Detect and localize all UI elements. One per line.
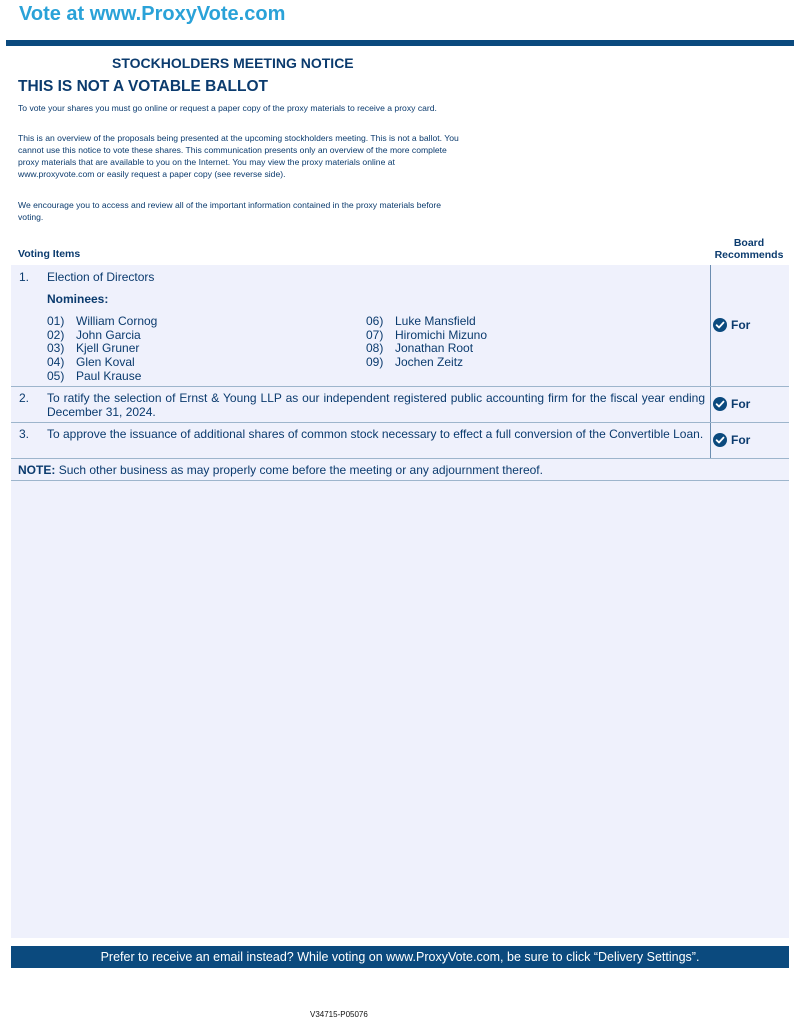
nominee-number: 05) [47,369,65,383]
nominee-name: Jochen Zeitz [395,355,464,369]
vote-url-header[interactable]: Vote at www.ProxyVote.com [19,3,286,25]
nominee-number: 02) [47,328,65,342]
item-text: Election of Directors [47,270,155,284]
intro-paragraph-1: To vote your shares you must go online or request a paper copy of the proxy materials to receive a proxy card. [18,103,437,113]
nominee-number: 03) [47,341,65,355]
nominee-name: William Cornog [76,314,158,328]
recommendation-label: For [731,397,751,411]
nominee-number: 01) [47,314,65,328]
nominee-number: 08) [366,341,384,355]
nominee-name: Jonathan Root [395,341,474,355]
nominee [366,328,487,342]
board-recommendation [713,433,750,447]
row-divider [11,480,789,481]
intro-paragraph-3: We encourage you to access and review all of the important information contained in the proxy materials before voting. [18,200,442,222]
nominee [47,341,139,355]
nominee [47,355,135,369]
row-divider [11,386,789,387]
not-votable-heading: THIS IS NOT A VOTABLE BALLOT [18,78,268,95]
recommendation-label: For [731,433,751,447]
note-label: NOTE: [18,463,56,477]
document-code: V34715-P05076 [310,1010,368,1019]
nominee [366,355,463,369]
nominee [366,341,473,355]
nominee [47,369,141,383]
header-divider [6,40,794,46]
board-recommendation [713,318,750,332]
nominee-name: Glen Koval [76,355,135,369]
nominee [47,314,157,328]
nominee-name: Luke Mansfield [395,314,476,328]
check-circle-icon [713,433,727,447]
email-delivery-banner: Prefer to receive an email instead? While voting on www.ProxyVote.com, be sure to click “Delivery Settings”. [11,946,789,968]
nominee-number: 04) [47,355,65,369]
item-number: 1. [19,270,30,284]
nominee-name: Paul Krause [76,369,142,383]
recommendation-column-divider [710,265,711,458]
note-line [18,463,543,477]
item-text: To ratify the selection of Ernst & Young LLP as our independent registered public accounting firm for the fiscal year ending December 31, 2024. [47,391,705,419]
item-number: 3. [19,427,30,441]
item-number: 2. [19,391,30,405]
check-circle-icon [713,397,727,411]
row-divider [11,422,789,423]
nominee [366,314,476,328]
row-divider [11,458,789,459]
intro-paragraph-2: This is an overview of the proposals being presented at the upcoming stockholders meeting. This is not a ballot. You cannot use this notice to vote these shares. This communication presents only an overview of the more complete proxy materials that are available to you on the Internet. You may view the proxy materials online at www.proxyvote.com or easily request a paper copy (see reverse side). [18,133,459,179]
check-circle-icon [713,318,727,332]
nominee-name: John Garcia [76,328,141,342]
board-recommendation [713,397,750,411]
nominees-label: Nominees: [47,292,109,306]
note-text: Such other business as may properly come before the meeting or any adjournment thereof. [58,463,543,477]
nominee-number: 09) [366,355,384,369]
nominee-name: Kjell Gruner [76,341,140,355]
recommendation-label: For [731,318,751,332]
nominee [47,328,141,342]
nominee-number: 06) [366,314,384,328]
notice-title: STOCKHOLDERS MEETING NOTICE [112,55,354,71]
board-recommends-header [708,237,790,261]
voting-items-header: Voting Items [18,248,81,260]
nominee-number: 07) [366,328,384,342]
nominee-name: Hiromichi Mizuno [395,328,488,342]
board-header-line2: Recommends [714,249,784,261]
item-text: To approve the issuance of additional shares of common stock necessary to effect a full conversion of the Convertible Loan. [47,427,704,441]
board-header-line1: Board [733,237,765,249]
